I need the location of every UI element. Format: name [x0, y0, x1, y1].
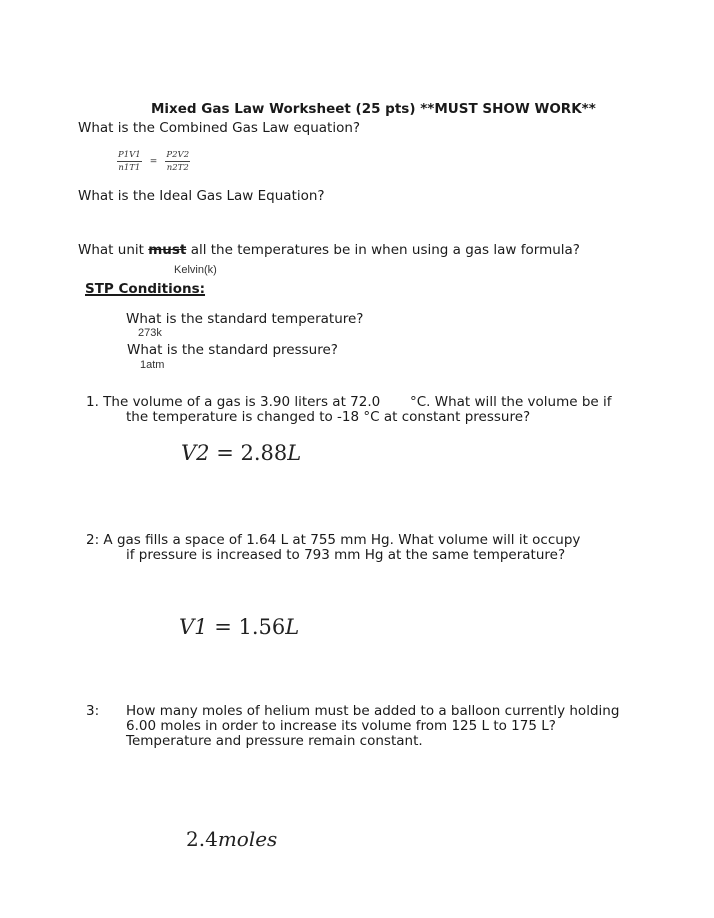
combined-rhs-fraction [165, 150, 190, 173]
stp-heading: STP Conditions: [85, 281, 206, 297]
problem-2-answer-variable: V1 [179, 615, 208, 639]
question-unit-prefix: What unit [78, 242, 144, 258]
question-standard-pressure: What is the standard pressure? [127, 342, 338, 358]
combined-equals-sign: = [149, 156, 158, 167]
question-combined-gas-law: What is the Combined Gas Law equation? [78, 120, 361, 136]
answer-standard-temperature: 273k [138, 327, 162, 339]
problem-1-line-1b: °C. What will the volume be if [410, 394, 612, 410]
answer-temperature-unit: Kelvin(k) [174, 264, 217, 276]
problem-3-answer [186, 827, 277, 851]
combined-lhs-numerator: P1V1 [118, 150, 141, 160]
problem-2-line-1: 2: A gas fills a space of 1.64 L at 755 mm Hg. What volume will it occupy [86, 532, 581, 548]
problem-3-line-2: 6.00 moles in order to increase its volume from 125 L to 175 L? [126, 718, 556, 734]
problem-1-answer-value: = 2.88 [209, 441, 288, 465]
problem-3-number: 3: [86, 703, 100, 719]
problem-3-line-1: How many moles of helium must be added to a balloon currently holding [126, 703, 620, 719]
combined-gas-law-equation [117, 150, 190, 173]
problem-2-line-2: if pressure is increased to 793 mm Hg at the same temperature? [126, 547, 566, 563]
problem-1-line-2: the temperature is changed to -18 °C at constant pressure? [126, 409, 531, 425]
worksheet-title: Mixed Gas Law Worksheet (25 pts) **MUST SHOW WORK** [151, 101, 596, 117]
problem-2-answer-value: = 1.56 [207, 615, 286, 639]
problem-3-answer-unit: moles [217, 827, 278, 851]
question-unit-emphasis: must [148, 242, 187, 258]
combined-rhs-numerator: P2V2 [166, 150, 190, 160]
answer-standard-pressure: 1atm [140, 359, 165, 371]
combined-rhs-denominator: n2T2 [166, 163, 189, 173]
problem-1-answer-variable: V2 [181, 441, 210, 465]
combined-lhs-denominator: n1T1 [118, 163, 141, 173]
question-ideal-gas-law: What is the Ideal Gas Law Equation? [78, 188, 325, 204]
problem-3-answer-value: 2.4 [186, 827, 218, 851]
question-standard-temperature: What is the standard temperature? [126, 311, 364, 327]
problem-1-answer [181, 441, 301, 465]
question-unit-suffix: all the temperatures be in when using a gas law formula? [190, 242, 580, 258]
combined-lhs-fraction [117, 150, 142, 173]
problem-2-answer [179, 615, 299, 639]
problem-3-line-3: Temperature and pressure remain constant. [126, 733, 423, 749]
problem-2-answer-unit: L [285, 615, 300, 639]
question-temperature-unit [78, 242, 580, 258]
problem-1-line-1a: 1. The volume of a gas is 3.90 liters at 72.0 [86, 394, 381, 410]
problem-1-answer-unit: L [287, 441, 302, 465]
